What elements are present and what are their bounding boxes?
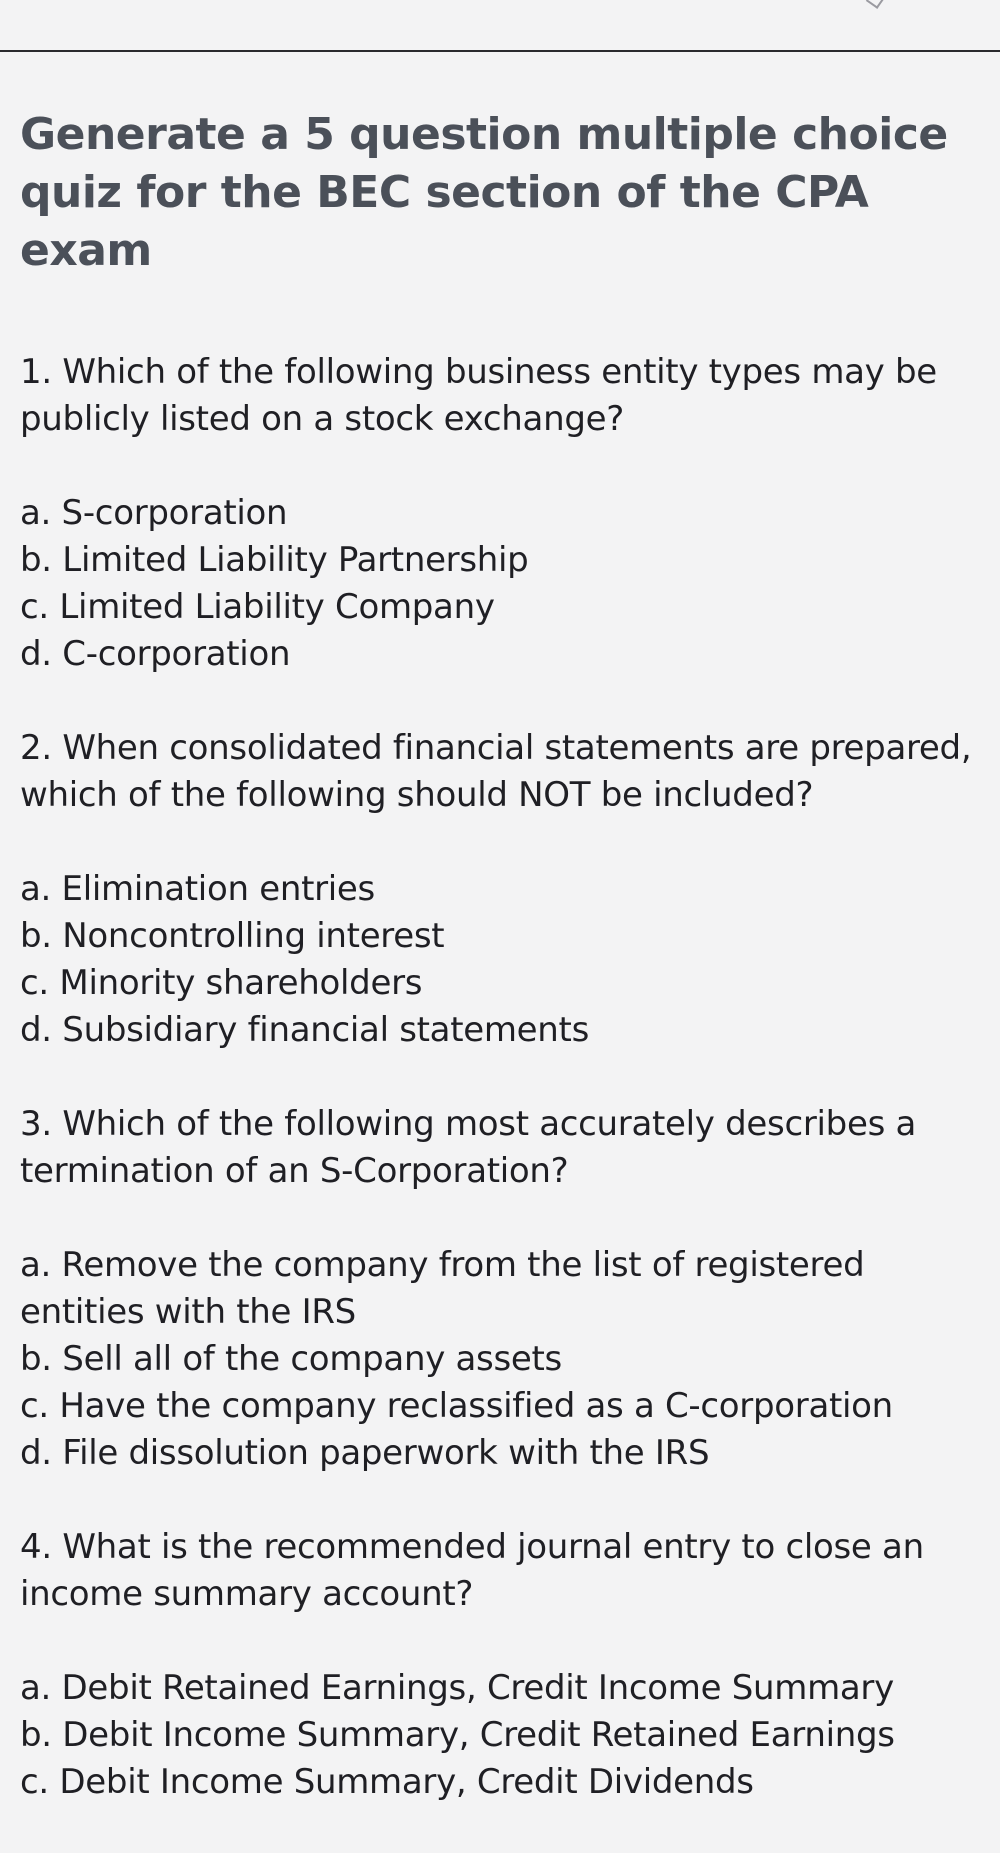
question-1-options	[20, 490, 980, 678]
option-2b: b. Noncontrolling interest	[20, 916, 445, 956]
option-2d: d. Subsidiary financial statements	[20, 1010, 589, 1050]
question-block-4	[20, 1524, 980, 1806]
question-1-text: 1. Which of the following business entity types may be publicly listed on a stock exchange?	[20, 352, 937, 439]
option-1b: b. Limited Liability Partnership	[20, 540, 529, 580]
option-4c: c. Debit Income Summary, Credit Dividends	[20, 1762, 754, 1802]
option-1d: d. C-corporation	[20, 634, 291, 674]
question-4-options	[20, 1665, 980, 1806]
option-1c: c. Limited Liability Company	[20, 587, 495, 627]
question-block-3	[20, 1101, 980, 1477]
question-3-options	[20, 1242, 980, 1477]
option-4b: b. Debit Income Summary, Credit Retained Earnings	[20, 1715, 895, 1755]
option-3a: a. Remove the company from the list of registered entities with the IRS	[20, 1245, 865, 1332]
question-3-text: 3. Which of the following most accurately describes a termination of an S-Corporation?	[20, 1104, 917, 1191]
option-1a: a. S-corporation	[20, 493, 288, 533]
question-block-2	[20, 725, 980, 1054]
option-3c: c. Have the company reclassified as a C-corporation	[20, 1386, 893, 1426]
assistant-response	[20, 349, 980, 1853]
option-2a: a. Elimination entries	[20, 869, 375, 909]
question-4-text: 4. What is the recommended journal entry to close an income summary account?	[20, 1527, 924, 1614]
question-2-text: 2. When consolidated financial statements are prepared, which of the following should NOT be included?	[20, 728, 972, 815]
user-prompt: Generate a 5 question multiple choice quiz for the BEC section of the CPA exam	[20, 109, 948, 276]
option-3d: d. File dissolution paperwork with the IRS	[20, 1433, 710, 1473]
top-bar	[0, 0, 1000, 52]
option-2c: c. Minority shareholders	[20, 963, 423, 1003]
option-4a: a. Debit Retained Earnings, Credit Income Summary	[20, 1668, 894, 1708]
option-3b: b. Sell all of the company assets	[20, 1339, 562, 1379]
chevron-icon	[866, 0, 884, 9]
question-block-1	[20, 349, 980, 678]
question-2-options	[20, 866, 980, 1054]
